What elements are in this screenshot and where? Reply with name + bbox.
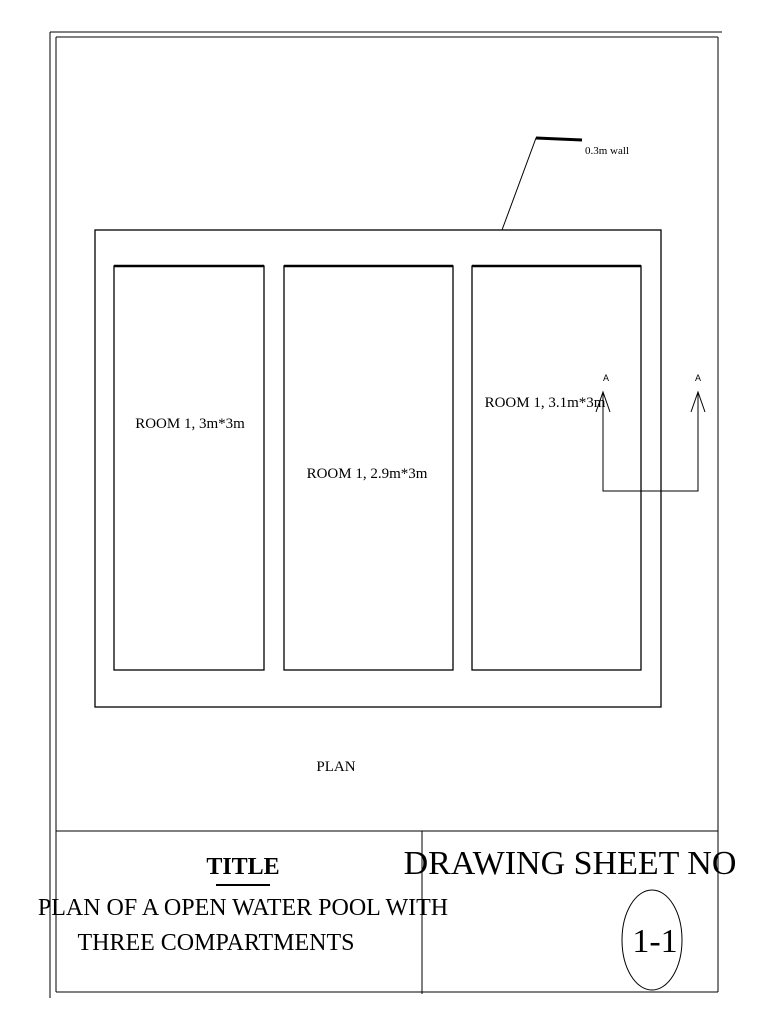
- room-2-label: ROOM 1, 2.9m*3m: [306, 466, 428, 482]
- section-marker-left: A: [602, 373, 610, 383]
- sheet-label: DRAWING SHEET NO: [403, 845, 737, 882]
- plan-caption: PLAN: [316, 759, 356, 775]
- title-line-1: PLAN OF A OPEN WATER POOL WITH: [37, 895, 449, 921]
- section-line: [596, 392, 705, 491]
- sheet-number: 1-1: [632, 923, 678, 960]
- wall-leader: [502, 138, 582, 230]
- room-1-outline: [114, 266, 264, 670]
- room-3-label: ROOM 1, 3.1m*3m: [484, 395, 606, 411]
- section-marker-right: A: [694, 373, 702, 383]
- wall-label: 0.3m wall: [585, 145, 629, 157]
- title-heading: TITLE: [206, 854, 280, 880]
- room-1-label: ROOM 1, 3m*3m: [135, 416, 245, 432]
- room-3-outline: [472, 266, 641, 670]
- title-line-2: THREE COMPARTMENTS: [77, 930, 355, 956]
